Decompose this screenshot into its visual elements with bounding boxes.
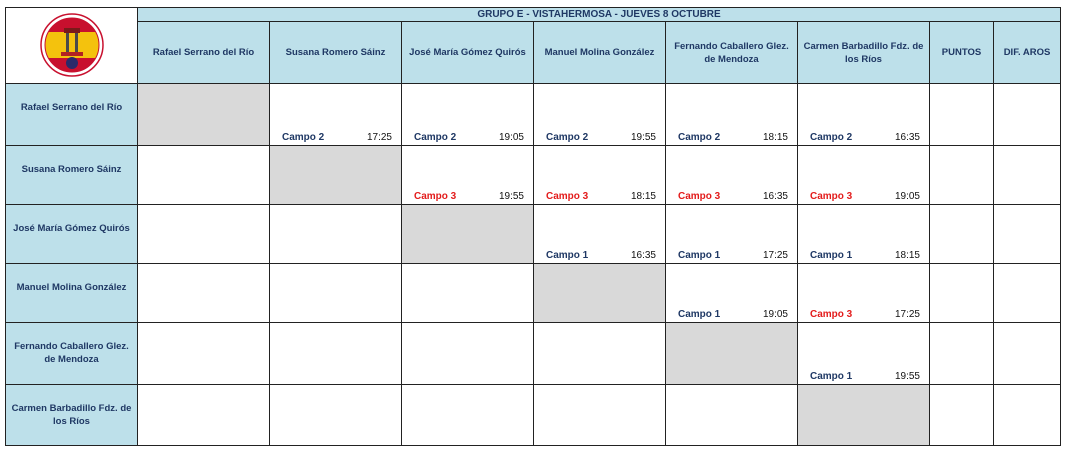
match-cell <box>666 84 798 146</box>
empty-cell <box>402 264 534 323</box>
match-court: Campo 3 <box>678 191 721 202</box>
self-match-cell <box>138 84 270 146</box>
empty-cell <box>138 264 270 323</box>
empty-cell <box>138 323 270 385</box>
logo-cell <box>6 8 138 84</box>
match-court: Campo 1 <box>810 250 853 261</box>
points-cell <box>930 323 994 385</box>
match-time: 19:05 <box>894 191 920 202</box>
table-row <box>6 146 1061 205</box>
match-cell <box>798 264 930 323</box>
self-match-cell <box>666 323 798 385</box>
match-court: Campo 3 <box>810 191 853 202</box>
column-header-6: Carmen Barbadillo Fdz. de los Ríos <box>798 22 930 84</box>
match-cell <box>534 205 666 264</box>
group-table <box>5 7 1061 446</box>
match-court: Campo 2 <box>678 132 721 143</box>
empty-cell <box>138 205 270 264</box>
self-match-cell <box>798 385 930 446</box>
match-court: Campo 1 <box>678 309 721 320</box>
match-cell <box>534 146 666 205</box>
row-player-name: Manuel Molina González <box>6 264 138 323</box>
match-time: 18:15 <box>762 132 788 143</box>
row-player-name: José María Gómez Quirós <box>6 205 138 264</box>
match-court: Campo 2 <box>546 132 589 143</box>
match-court: Campo 2 <box>414 132 457 143</box>
match-time: 19:05 <box>498 132 524 143</box>
points-cell <box>930 264 994 323</box>
points-cell <box>930 84 994 146</box>
column-header-7: PUNTOS <box>930 22 994 84</box>
match-court: Campo 2 <box>282 132 325 143</box>
match-cell <box>270 84 402 146</box>
match-time: 19:05 <box>762 309 788 320</box>
hoop-diff-cell <box>994 264 1061 323</box>
column-header-1: Rafael Serrano del Río <box>138 22 270 84</box>
match-court: Campo 1 <box>810 371 853 382</box>
empty-cell <box>270 205 402 264</box>
match-time: 17:25 <box>894 309 920 320</box>
match-time: 18:15 <box>630 191 656 202</box>
row-player-name: Rafael Serrano del Río <box>6 84 138 146</box>
match-time: 19:55 <box>630 132 656 143</box>
match-time: 19:55 <box>894 371 920 382</box>
match-cell <box>402 146 534 205</box>
match-time: 16:35 <box>894 132 920 143</box>
match-time: 17:25 <box>762 250 788 261</box>
table-row <box>6 385 1061 446</box>
schedule-sheet <box>5 7 1061 446</box>
match-cell <box>666 205 798 264</box>
column-header-8: DIF. AROS <box>994 22 1061 84</box>
row-player-name: Susana Romero Sáinz <box>6 146 138 205</box>
column-header-4: Manuel Molina González <box>534 22 666 84</box>
empty-cell <box>666 385 798 446</box>
table-row <box>6 264 1061 323</box>
match-court: Campo 3 <box>546 191 589 202</box>
self-match-cell <box>534 264 666 323</box>
points-cell <box>930 385 994 446</box>
hoop-diff-cell <box>994 205 1061 264</box>
points-cell <box>930 205 994 264</box>
empty-cell <box>270 264 402 323</box>
match-cell <box>798 323 930 385</box>
self-match-cell <box>270 146 402 205</box>
column-header-3: José María Gómez Quirós <box>402 22 534 84</box>
federation-croquet-logo <box>31 8 113 78</box>
empty-cell <box>402 323 534 385</box>
empty-cell <box>270 323 402 385</box>
sheet-title: GRUPO E - VISTAHERMOSA - JUEVES 8 OCTUBRE <box>138 8 1061 22</box>
match-cell <box>798 146 930 205</box>
match-time: 16:35 <box>630 250 656 261</box>
match-time: 17:25 <box>366 132 392 143</box>
hoop-diff-cell <box>994 323 1061 385</box>
hoop-diff-cell <box>994 385 1061 446</box>
match-court: Campo 3 <box>810 309 853 320</box>
match-court: Campo 1 <box>546 250 589 261</box>
column-header-5: Fernando Caballero Glez. de Mendoza <box>666 22 798 84</box>
empty-cell <box>534 385 666 446</box>
column-header-2: Susana Romero Sáinz <box>270 22 402 84</box>
row-player-name: Carmen Barbadillo Fdz. de los Ríos <box>6 385 138 446</box>
match-cell <box>402 84 534 146</box>
row-player-name: Fernando Caballero Glez. de Mendoza <box>6 323 138 385</box>
match-court: Campo 3 <box>414 191 457 202</box>
empty-cell <box>138 385 270 446</box>
empty-cell <box>270 385 402 446</box>
match-court: Campo 2 <box>810 132 853 143</box>
match-cell <box>798 84 930 146</box>
hoop-diff-cell <box>994 146 1061 205</box>
match-cell <box>666 264 798 323</box>
empty-cell <box>534 323 666 385</box>
match-cell <box>798 205 930 264</box>
hoop-diff-cell <box>994 84 1061 146</box>
match-court: Campo 1 <box>678 250 721 261</box>
match-cell <box>534 84 666 146</box>
match-time: 19:55 <box>498 191 524 202</box>
empty-cell <box>138 146 270 205</box>
match-time: 18:15 <box>894 250 920 261</box>
table-row <box>6 323 1061 385</box>
table-row <box>6 205 1061 264</box>
table-row <box>6 84 1061 146</box>
match-cell <box>666 146 798 205</box>
points-cell <box>930 146 994 205</box>
match-time: 16:35 <box>762 191 788 202</box>
self-match-cell <box>402 205 534 264</box>
empty-cell <box>402 385 534 446</box>
